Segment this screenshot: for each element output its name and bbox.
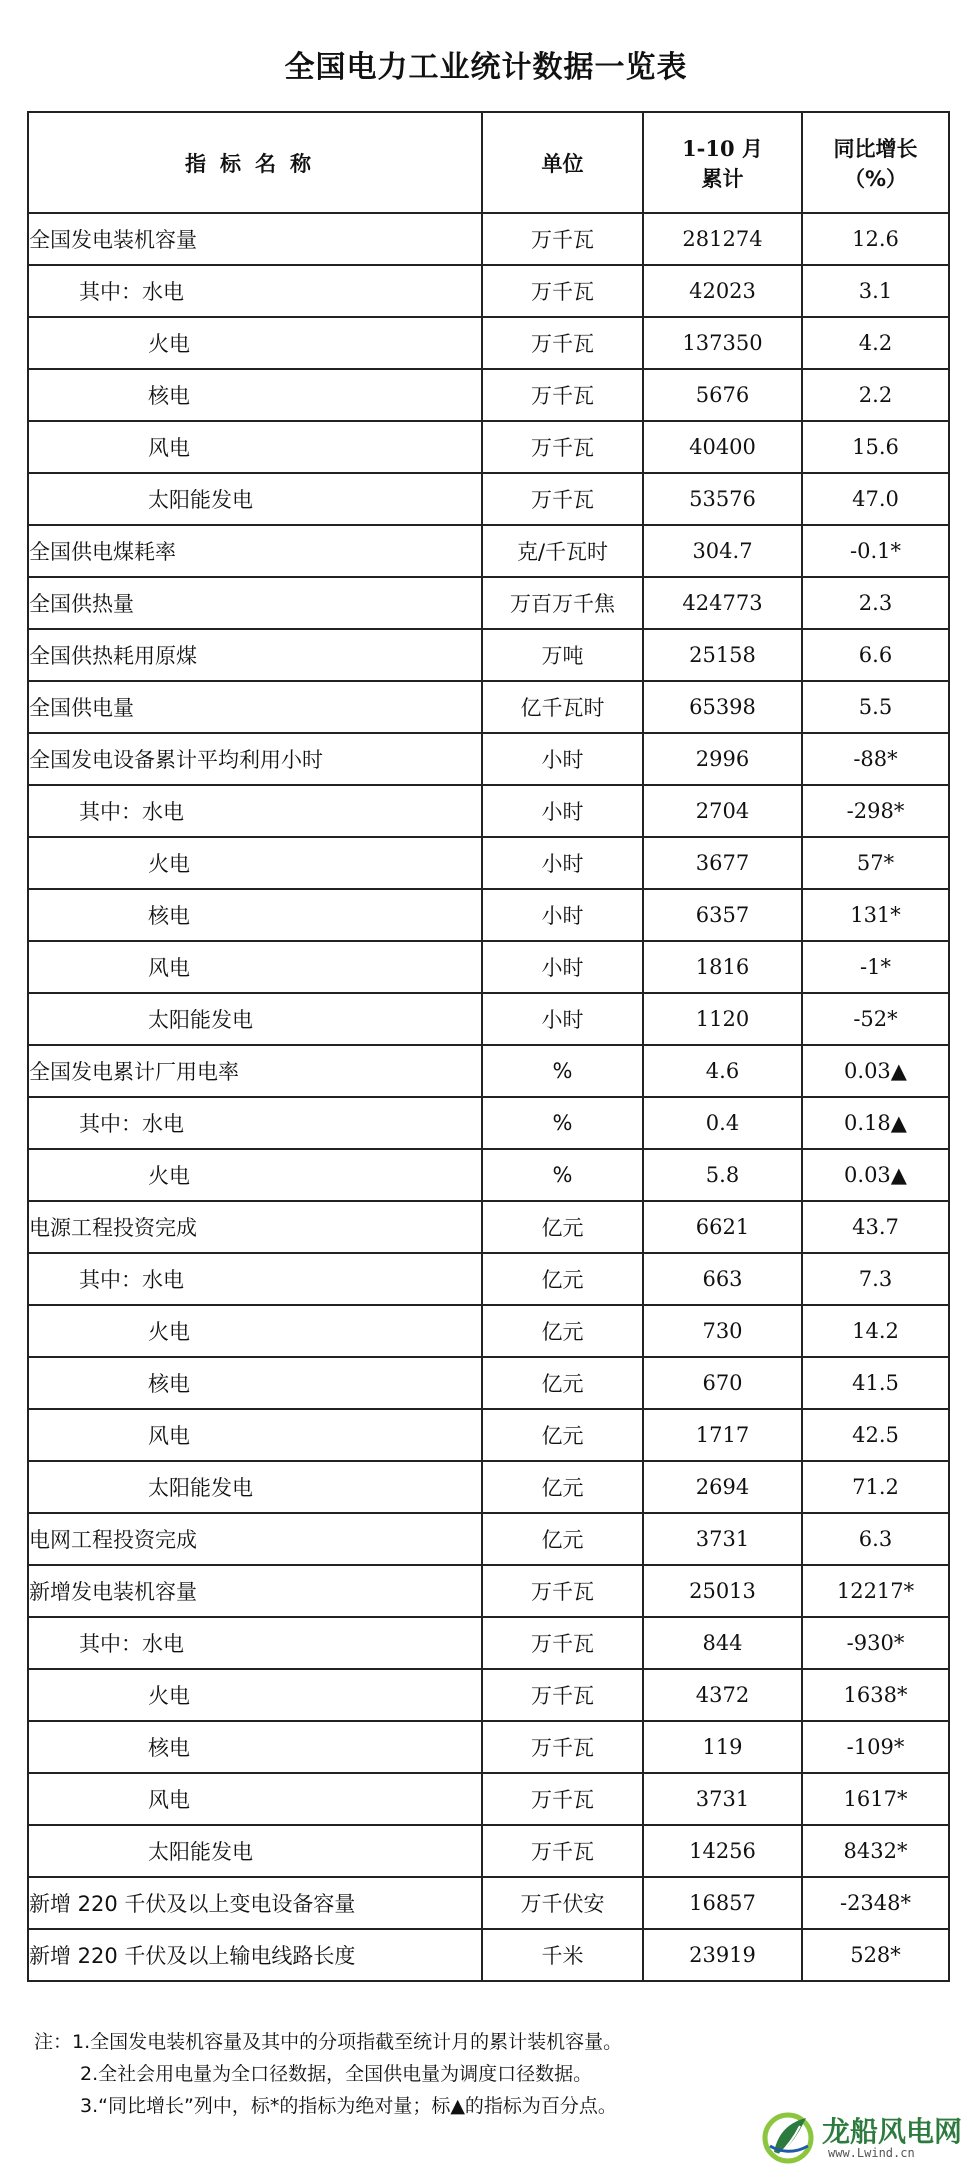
- indicator-name-cell: 全国供热量: [28, 577, 482, 629]
- unit-cell: 亿元: [482, 1461, 643, 1513]
- indicator-name-cell: 全国发电累计厂用电率: [28, 1045, 482, 1097]
- unit-cell: %: [482, 1149, 643, 1201]
- growth-value-cell: -88*: [802, 733, 949, 785]
- unit-cell: 小时: [482, 733, 643, 785]
- cumulative-value-cell: 663: [643, 1253, 802, 1305]
- indicator-name-cell: 全国供电煤耗率: [28, 525, 482, 577]
- indicator-name-cell: 核电: [28, 369, 482, 421]
- indicator-name-cell: 新增发电装机容量: [28, 1565, 482, 1617]
- table-row: [28, 1253, 949, 1305]
- cumulative-value-cell: 53576: [643, 473, 802, 525]
- indicator-name-cell: 太阳能发电: [28, 473, 482, 525]
- unit-cell: 万千瓦: [482, 213, 643, 265]
- table-row: [28, 1149, 949, 1201]
- growth-value-cell: 0.03▲: [802, 1045, 949, 1097]
- cumulative-value-cell: 670: [643, 1357, 802, 1409]
- cumulative-value-cell: 65398: [643, 681, 802, 733]
- unit-cell: 万千瓦: [482, 317, 643, 369]
- table-row: [28, 1409, 949, 1461]
- header-growth-line1: 同比增长: [833, 136, 918, 161]
- growth-value-cell: -0.1*: [802, 525, 949, 577]
- growth-value-cell: 6.3: [802, 1513, 949, 1565]
- footnote-1: 注：1.全国发电装机容量及其中的分项指截至统计月的累计装机容量。: [34, 2031, 623, 2053]
- unit-cell: 万千瓦: [482, 1721, 643, 1773]
- table-header-row: [28, 112, 949, 213]
- cumulative-value-cell: 42023: [643, 265, 802, 317]
- growth-value-cell: 8432*: [802, 1825, 949, 1877]
- unit-cell: 万千瓦: [482, 369, 643, 421]
- table-row: [28, 889, 949, 941]
- growth-value-cell: 41.5: [802, 1357, 949, 1409]
- table-row: [28, 577, 949, 629]
- indicator-name-cell: 核电: [28, 1357, 482, 1409]
- cumulative-value-cell: 40400: [643, 421, 802, 473]
- growth-value-cell: 15.6: [802, 421, 949, 473]
- unit-cell: 克/千瓦时: [482, 525, 643, 577]
- indicator-name-cell: 火电: [28, 1669, 482, 1721]
- table-row: [28, 1097, 949, 1149]
- cumulative-value-cell: 25158: [643, 629, 802, 681]
- growth-value-cell: 3.1: [802, 265, 949, 317]
- table-row: [28, 1877, 949, 1929]
- indicator-name-cell: 火电: [28, 837, 482, 889]
- growth-value-cell: 2.3: [802, 577, 949, 629]
- header-cumulative-line1: 1-10 月: [682, 135, 763, 161]
- table-row: [28, 1929, 949, 1981]
- cumulative-value-cell: 16857: [643, 1877, 802, 1929]
- growth-value-cell: -298*: [802, 785, 949, 837]
- growth-value-cell: 528*: [802, 1929, 949, 1981]
- cumulative-value-cell: 1120: [643, 993, 802, 1045]
- table-row: [28, 473, 949, 525]
- indicator-name-cell: 其中：水电: [28, 1253, 482, 1305]
- cumulative-value-cell: 23919: [643, 1929, 802, 1981]
- footnote-3: 3.“同比增长”列中，标*的指标为绝对量；标▲的指标为百分点。: [80, 2095, 617, 2117]
- indicator-name-cell: 其中：水电: [28, 265, 482, 317]
- cumulative-value-cell: 119: [643, 1721, 802, 1773]
- indicator-name-cell: 其中：水电: [28, 1617, 482, 1669]
- indicator-name-cell: 火电: [28, 1149, 482, 1201]
- indicator-name-cell: 太阳能发电: [28, 993, 482, 1045]
- cumulative-value-cell: 730: [643, 1305, 802, 1357]
- growth-value-cell: 6.6: [802, 629, 949, 681]
- table-row: [28, 837, 949, 889]
- header-cumulative: [643, 112, 802, 213]
- cumulative-value-cell: 4.6: [643, 1045, 802, 1097]
- table-row: [28, 1773, 949, 1825]
- cumulative-value-cell: 3731: [643, 1773, 802, 1825]
- indicator-name-cell: 火电: [28, 317, 482, 369]
- table-row: [28, 1513, 949, 1565]
- indicator-name-cell: 风电: [28, 421, 482, 473]
- unit-cell: 亿元: [482, 1357, 643, 1409]
- cumulative-value-cell: 1717: [643, 1409, 802, 1461]
- unit-cell: 亿元: [482, 1513, 643, 1565]
- table-row: [28, 265, 949, 317]
- unit-cell: 小时: [482, 889, 643, 941]
- growth-value-cell: -1*: [802, 941, 949, 993]
- unit-cell: 亿元: [482, 1305, 643, 1357]
- unit-cell: %: [482, 1097, 643, 1149]
- table-row: [28, 785, 949, 837]
- indicator-name-cell: 风电: [28, 1773, 482, 1825]
- table-row: [28, 1825, 949, 1877]
- header-cumulative-line2: 累计: [701, 165, 744, 191]
- cumulative-value-cell: 304.7: [643, 525, 802, 577]
- unit-cell: 亿千瓦时: [482, 681, 643, 733]
- unit-cell: 亿元: [482, 1253, 643, 1305]
- table-row: [28, 421, 949, 473]
- growth-value-cell: -52*: [802, 993, 949, 1045]
- cumulative-value-cell: 0.4: [643, 1097, 802, 1149]
- table-row: [28, 1721, 949, 1773]
- cumulative-value-cell: 4372: [643, 1669, 802, 1721]
- watermark-brand: 龙船风电网: [822, 2115, 963, 2148]
- table-row: [28, 1045, 949, 1097]
- growth-value-cell: 7.3: [802, 1253, 949, 1305]
- growth-value-cell: -2348*: [802, 1877, 949, 1929]
- growth-value-cell: 57*: [802, 837, 949, 889]
- cumulative-value-cell: 2996: [643, 733, 802, 785]
- growth-value-cell: 12217*: [802, 1565, 949, 1617]
- header-unit: 单位: [482, 112, 643, 213]
- cumulative-value-cell: 2704: [643, 785, 802, 837]
- unit-cell: 万千瓦: [482, 1617, 643, 1669]
- indicator-name-cell: 核电: [28, 1721, 482, 1773]
- cumulative-value-cell: 2694: [643, 1461, 802, 1513]
- unit-cell: %: [482, 1045, 643, 1097]
- cumulative-value-cell: 281274: [643, 213, 802, 265]
- growth-value-cell: 42.5: [802, 1409, 949, 1461]
- unit-cell: 小时: [482, 837, 643, 889]
- watermark-logo: [760, 2108, 963, 2170]
- table-row: [28, 317, 949, 369]
- table-row: [28, 629, 949, 681]
- cumulative-value-cell: 1816: [643, 941, 802, 993]
- indicator-name-cell: 风电: [28, 1409, 482, 1461]
- growth-value-cell: 71.2: [802, 1461, 949, 1513]
- indicator-name-cell: 太阳能发电: [28, 1461, 482, 1513]
- cumulative-value-cell: 14256: [643, 1825, 802, 1877]
- table-row: [28, 681, 949, 733]
- table-row: [28, 1461, 949, 1513]
- indicator-name-cell: 火电: [28, 1305, 482, 1357]
- header-growth-line2: （%）: [843, 166, 908, 191]
- growth-value-cell: 12.6: [802, 213, 949, 265]
- indicator-name-cell: 全国供电量: [28, 681, 482, 733]
- unit-cell: 万千瓦: [482, 1825, 643, 1877]
- table-row: [28, 1357, 949, 1409]
- indicator-name-cell: 电网工程投资完成: [28, 1513, 482, 1565]
- table-row: [28, 213, 949, 265]
- indicator-name-cell: 风电: [28, 941, 482, 993]
- cumulative-value-cell: 5676: [643, 369, 802, 421]
- growth-value-cell: 2.2: [802, 369, 949, 421]
- cumulative-value-cell: 424773: [643, 577, 802, 629]
- indicator-name-cell: 其中：水电: [28, 785, 482, 837]
- indicator-name-cell: 其中：水电: [28, 1097, 482, 1149]
- table-row: [28, 941, 949, 993]
- page-title: 全国电力工业统计数据一览表: [284, 50, 688, 85]
- unit-cell: 亿元: [482, 1409, 643, 1461]
- unit-cell: 万千瓦: [482, 421, 643, 473]
- cumulative-value-cell: 6357: [643, 889, 802, 941]
- unit-cell: 万千瓦: [482, 1669, 643, 1721]
- table-row: [28, 369, 949, 421]
- unit-cell: 小时: [482, 785, 643, 837]
- cumulative-value-cell: 6621: [643, 1201, 802, 1253]
- indicator-name-cell: 电源工程投资完成: [28, 1201, 482, 1253]
- statistics-table: [27, 111, 950, 1982]
- growth-value-cell: 43.7: [802, 1201, 949, 1253]
- unit-cell: 小时: [482, 993, 643, 1045]
- indicator-name-cell: 全国供热耗用原煤: [28, 629, 482, 681]
- table-row: [28, 1305, 949, 1357]
- table-row: [28, 525, 949, 577]
- unit-cell: 万千瓦: [482, 473, 643, 525]
- header-growth: [802, 112, 949, 213]
- growth-value-cell: 0.03▲: [802, 1149, 949, 1201]
- header-indicator-name: 指标名称: [28, 112, 482, 213]
- unit-cell: 千米: [482, 1929, 643, 1981]
- cumulative-value-cell: 25013: [643, 1565, 802, 1617]
- growth-value-cell: 4.2: [802, 317, 949, 369]
- leaf-logo-icon: [760, 2108, 816, 2164]
- table-row: [28, 733, 949, 785]
- cumulative-value-cell: 5.8: [643, 1149, 802, 1201]
- table-row: [28, 1617, 949, 1669]
- watermark-url: www.Lwind.cn: [828, 2146, 915, 2160]
- cumulative-value-cell: 3731: [643, 1513, 802, 1565]
- growth-value-cell: 1617*: [802, 1773, 949, 1825]
- growth-value-cell: 131*: [802, 889, 949, 941]
- indicator-name-cell: 全国发电设备累计平均利用小时: [28, 733, 482, 785]
- indicator-name-cell: 新增 220 千伏及以上变电设备容量: [28, 1877, 482, 1929]
- table-row: [28, 1669, 949, 1721]
- table-row: [28, 1565, 949, 1617]
- footnote-2: 2.全社会用电量为全口径数据，全国供电量为调度口径数据。: [80, 2063, 593, 2085]
- unit-cell: 万千瓦: [482, 265, 643, 317]
- cumulative-value-cell: 137350: [643, 317, 802, 369]
- cumulative-value-cell: 3677: [643, 837, 802, 889]
- cumulative-value-cell: 844: [643, 1617, 802, 1669]
- unit-cell: 小时: [482, 941, 643, 993]
- growth-value-cell: 0.18▲: [802, 1097, 949, 1149]
- growth-value-cell: -930*: [802, 1617, 949, 1669]
- growth-value-cell: 47.0: [802, 473, 949, 525]
- table-row: [28, 1201, 949, 1253]
- indicator-name-cell: 新增 220 千伏及以上输电线路长度: [28, 1929, 482, 1981]
- indicator-name-cell: 核电: [28, 889, 482, 941]
- indicator-name-cell: 太阳能发电: [28, 1825, 482, 1877]
- growth-value-cell: 1638*: [802, 1669, 949, 1721]
- indicator-name-cell: 全国发电装机容量: [28, 213, 482, 265]
- growth-value-cell: 14.2: [802, 1305, 949, 1357]
- unit-cell: 万百万千焦: [482, 577, 643, 629]
- growth-value-cell: 5.5: [802, 681, 949, 733]
- unit-cell: 万吨: [482, 629, 643, 681]
- growth-value-cell: -109*: [802, 1721, 949, 1773]
- unit-cell: 万千瓦: [482, 1773, 643, 1825]
- unit-cell: 亿元: [482, 1201, 643, 1253]
- unit-cell: 万千伏安: [482, 1877, 643, 1929]
- unit-cell: 万千瓦: [482, 1565, 643, 1617]
- table-row: [28, 993, 949, 1045]
